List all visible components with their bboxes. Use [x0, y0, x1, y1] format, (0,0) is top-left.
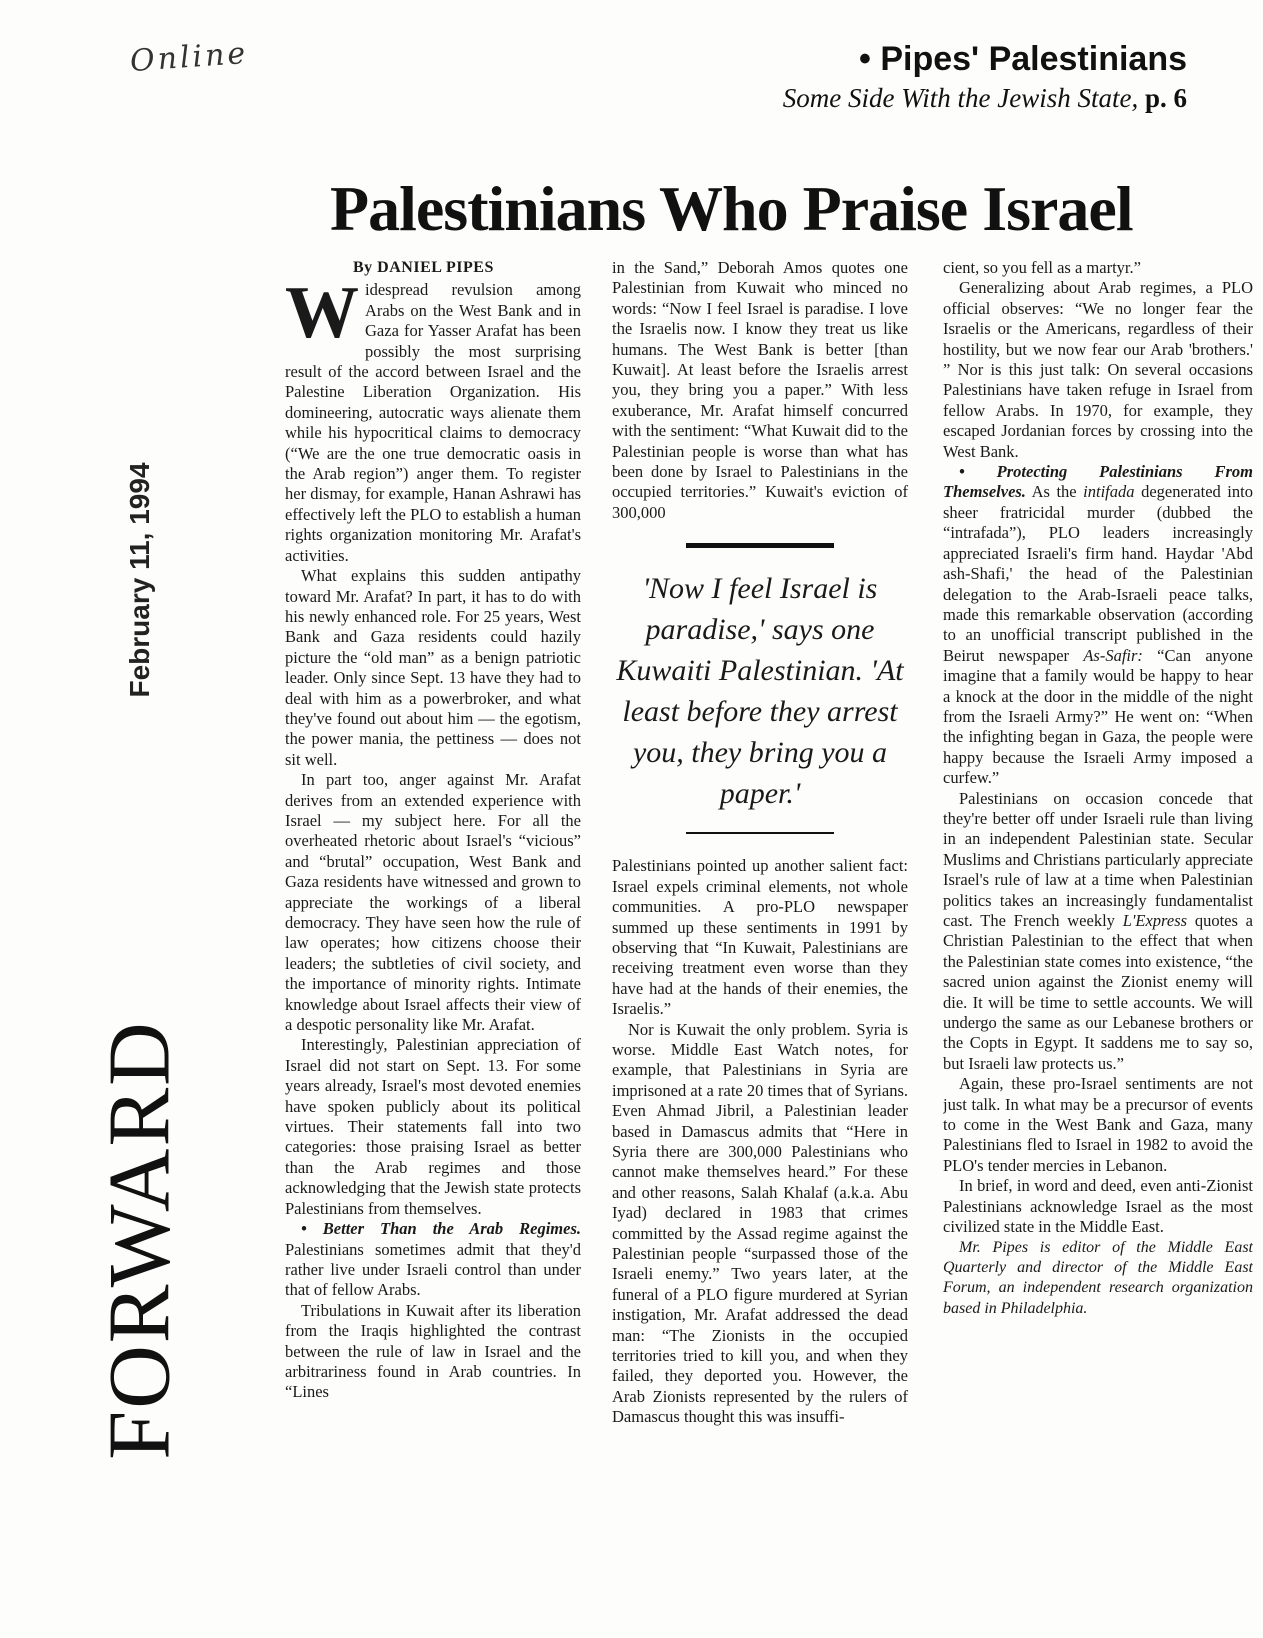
article-headline: Palestinians Who Praise Israel: [330, 173, 1133, 244]
article-column-2: [612, 258, 908, 1628]
subheading: • Better Than the Arab Regimes.: [301, 1219, 581, 1239]
paragraph-text: degenerated into sheer fratricidal murder (dubbed the “intrafada”), PLO leaders increasingly appreciated Israeli's firm hand. Haydar 'Abd ash-Shafi,' the head of the Palestinian delegation to the Arab-Israeli peace talks, made this remarkable observation (according to an unofficial transcript published in the Beirut newspaper: [943, 482, 1253, 665]
paragraph: [285, 1219, 581, 1301]
paragraph: Interestingly, Palestinian appreciation of Israel did not start on Sept. 13. For some years already, Israel's most devoted enemies have spoken publicly about its political virtues. Their statements fall into two categories: those praising Israel as better than the Arab regimes and those acknowledging that the Jewish state protects Palestinians from themselves.: [285, 1035, 581, 1218]
paragraph: What explains this sudden antipathy toward Mr. Arafat? In part, it has to do with his newly enhanced role. For 25 years, West Bank and Gaza residents could hazily picture the “old man” as a benign patriotic leader. Only since Sept. 13 have they had to deal with him as a powerbroker, and what they've found out about him — the egotism, the power mania, the pettiness — does not sit well.: [285, 566, 581, 769]
publication-date: February 11, 1994: [124, 462, 155, 698]
paragraph-text: “Can anyone imagine that a family would be happy to hear a knock at the door in the middle of the night from the Israeli Army?” He went on: “When the infighting began in Gaza, the people were happy because the Israeli Army imposed a curfew.”: [943, 645, 1253, 788]
paragraph: In part too, anger against Mr. Arafat derives from an extended experience with Israel — my subject here. For all the overheated rhetoric about Israel's “vicious” and “brutal” occupation, West Bank and Gaza residents have witnessed and grown to appreciate the workings of a liberal democracy. They have seen how the rule of law operates; how citizens choose their leaders; the subtleties of civil society, and the importance of minority rights. Intimate knowledge about Israel affects their view of a despotic personality like Mr. Arafat.: [285, 770, 581, 1035]
paragraph: Generalizing about Arab regimes, a PLO official observes: “We no longer fear the Israelis or the Americans, regardless of their hostility, but we now fear our Arab 'brothers.' ” Nor is this just talk: On several occasions Palestinians have taken refuge in Israel from fellow Arabs. In 1970, for example, they escaped Jordanian forces by crossing into the West Bank.: [943, 278, 1253, 461]
author-bio: Mr. Pipes is editor of the Middle East Quarterly and director of the Middle East Forum, an independent research organization based in Philadelphia.: [943, 1238, 1253, 1317]
paragraph-text: quotes a Christian Palestinian to the effect that when the Palestinian state comes into existence, “the sacred union against the Zionist enemy will die. It will be time to settle accounts. We will undergo the same as our Lebanese brothers or the Copts in Egypt. It saddens me to say so, but Israeli law protects us.”: [943, 911, 1253, 1073]
pull-quote: [612, 543, 908, 834]
paragraph: [943, 789, 1253, 1075]
masthead-sidebar: [0, 0, 270, 1638]
newspaper-title: L'Express: [1122, 911, 1188, 930]
paragraph-text: Palestinians sometimes admit that they'd rather live under Israeli control than under that of fellow Arabs.: [285, 1239, 581, 1300]
teaser-subline: [783, 83, 1187, 114]
paragraph-text: idespread revulsion among Arabs on the West Bank and in Gaza for Yasser Arafat has been possibly the most surprising result of the accord between Israel and the Palestine Liberation Organization. His domineering, autocratic ways alienate them while his hypocritical claims to democracy (“We are the one true democratic oasis in the Arab region”) anger them. To register her dismay, for example, Hanan Ashrawi has effectively left the PLO to establish a human rights organization monitoring Mr. Arafat's activities.: [285, 280, 581, 565]
article-column-3: [943, 258, 1253, 1628]
paragraph: Again, these pro-Israel sentiments are not just talk. In what may be a precursor of events to come in the West Bank and Gaza, many Palestinians fled to Israel in 1982 to avoid the PLO's tender mercies in Lebanon.: [943, 1074, 1253, 1175]
paragraph: In brief, in word and deed, even anti-Zionist Palestinians acknowledge Israel as the most civilized state in the Middle East.: [943, 1176, 1253, 1237]
paragraph: Palestinians pointed up another salient fact: Israel expels criminal elements, not whole communities. A pro-PLO newspaper summed up these sentiments in 1991 by observing that “In Kuwait, Palestinians are receiving treatment even worse than they have had at the hands of their enemies, the Israelis.”: [612, 856, 908, 1019]
paragraph: cient, so you fell as a martyr.”: [943, 258, 1141, 277]
newspaper-name: FORWARD: [91, 1020, 189, 1460]
paragraph-text: Palestinians on occasion concede that they're better off under Israeli rule than living in an independent Palestinian state. Secular Muslims and Christians particularly appreciate Israel's rule of law at a time when Palestinian politics takes an increasingly fundamentalist cast. The French weekly: [943, 788, 1253, 930]
pull-quote-text: 'Now I feel Israel is paradise,' says one Kuwaiti Palestinian. 'At least before they arrest you, they bring you a paper.': [616, 572, 904, 811]
subheading: • Protecting Palestinians From Themselves.: [943, 462, 1253, 502]
article-column-1: [285, 258, 581, 1628]
handwritten-note: Online: [128, 35, 250, 80]
teaser-page-ref: p. 6: [1144, 83, 1187, 113]
byline: By DANIEL PIPES: [353, 259, 494, 276]
pull-quote-bottom-rule: [686, 832, 834, 834]
paragraph-text: As the: [1025, 482, 1084, 502]
paragraph: [285, 272, 581, 566]
paragraph: in the Sand,” Deborah Amos quotes one Palestinian from Kuwait who minced no words: “Now I feel Israel is paradise. I love the Israelis now. I know they treat us like humans. The West Bank is better [than Kuwait]. At least before the Israelis arrest you, they bring you a paper.” With less exuberance, Mr. Arafat himself concurred with the sentiment: “What Kuwait did to the Palestinian people is worse than what has been done by Israel to Palestinians in the occupied territories.” Kuwait's eviction of 300,000: [612, 258, 908, 522]
pull-quote-top-rule: [686, 543, 834, 548]
paragraph: [943, 462, 1253, 789]
drop-cap: W: [285, 272, 359, 355]
teaser-subline-text: Some Side With the Jewish State,: [782, 83, 1139, 113]
newspaper-title: As-Safir:: [1083, 645, 1143, 665]
italic-term: intifada: [1083, 482, 1135, 502]
teaser-headline: • Pipes' Palestinians: [858, 40, 1187, 78]
paragraph: Tribulations in Kuwait after its liberation from the Iraqis highlighted the contrast between the rule of law in Israel and the arbitrariness found in Arab countries. In “Lines: [285, 1300, 581, 1402]
paragraph: Nor is Kuwait the only problem. Syria is worse. Middle East Watch notes, for example, that Palestinians in Syria are imprisoned at a rate 20 times that of Syrians. Even Ahmad Jibril, a Palestinian leader based in Damascus admits that “Here in Syria there are 300,000 Palestinians who cannot make themselves heard.” For these and other reasons, Salah Khalaf (a.k.a. Abu Iyad) declared in 1983 that crimes committed by the Assad regime against the Palestinian people “surpassed those of the Israeli enemy.” Two years later, at the funeral of a PLO figure murdered at Syrian instigation, Mr. Arafat addressed the dead man: “The Zionists in the occupied territories tried to kill you, and when they failed, they deported you. However, the Arab Zionists represented by the rulers of Damascus thought this was insuffi-: [612, 1019, 908, 1427]
page-teaser: [783, 40, 1187, 114]
